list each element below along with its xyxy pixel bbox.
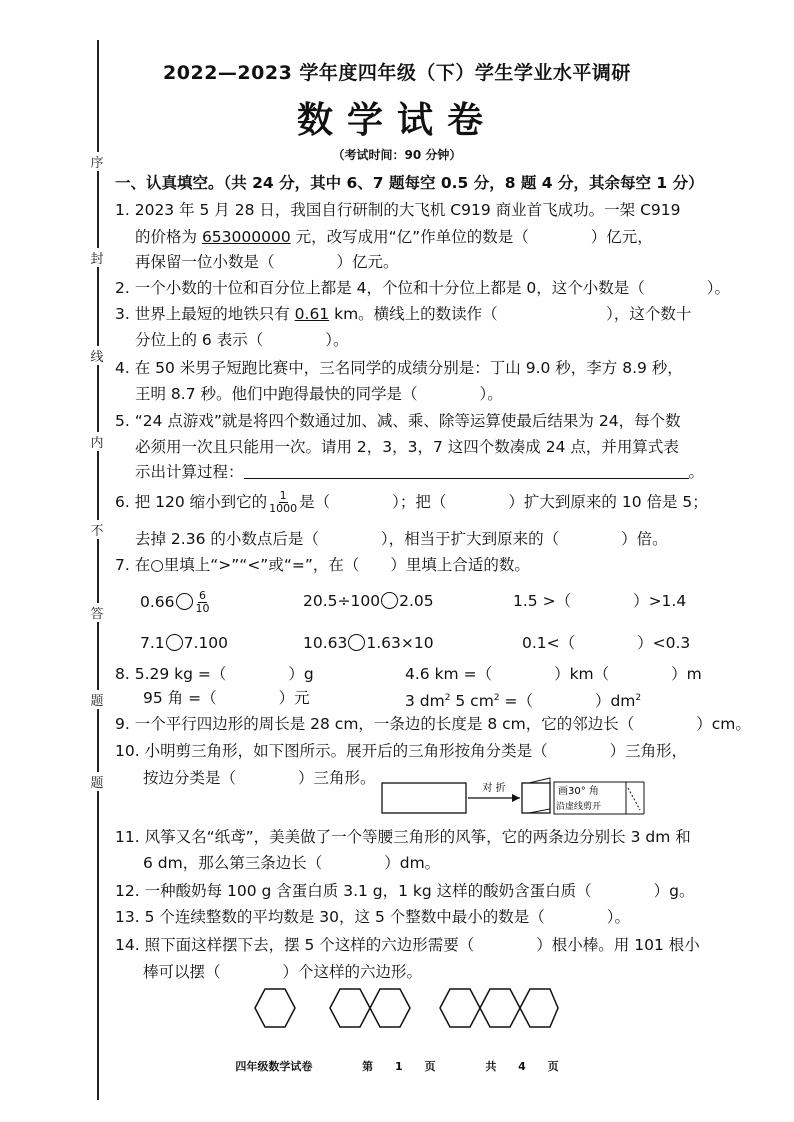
hexagon [330, 989, 370, 1027]
exam-title: 2022—2023 学年度四年级（下）学生学业水平调研 [163, 62, 631, 84]
answer-line[interactable] [244, 462, 689, 479]
binding-char: 封 [86, 248, 108, 267]
question-13: 13. 5 个连续整数的平均数是 30，这 5 个整数中最小的数是（ ）。 [115, 908, 630, 926]
question-2: 2. 一个小数的十位和百分位上都是 4，个位和十分位上都是 0，这个小数是（ ）。 [115, 279, 731, 297]
paper-title: 数学试卷 [296, 99, 497, 141]
page-footer [0, 1058, 794, 1074]
question-1-line-2: 的价格为 653000000 元，改写成用“亿”作单位的数是（ ）亿元， [135, 228, 653, 246]
compare-item: 20.5÷100 2.05 [303, 592, 434, 610]
question-6-line-1: 6. 把 120 缩小到它的 $\frac{1}{1000}$ 是（ ）；把（ ）扩大到原来的 10 倍是 5； [115, 489, 708, 515]
range-item: 1.5 >（ ）>1.4 [513, 592, 687, 610]
hexagon [255, 989, 295, 1027]
footer-page-number: 第 1 页 [362, 1060, 436, 1073]
question-6-line-2: 去掉 2.36 的小数点后是（ ），相当于扩大到原来的（ ）倍。 [135, 530, 668, 548]
compare-item: 10.63 1.63×10 [303, 634, 434, 652]
fold-label: 对 折 [482, 783, 506, 794]
fraction: $\frac{1}{1000}$ [269, 489, 298, 515]
question-4-line-1: 4. 在 50 米男子短跑比赛中，三名同学的成绩分别是：丁山 9.0 秒，李方 8.9 秒， [115, 359, 683, 377]
compare-circle[interactable] [348, 634, 365, 651]
compare-circle[interactable] [381, 592, 398, 609]
hexagon [480, 989, 520, 1027]
binding-char: 不 [86, 520, 108, 539]
question-9: 9. 一个平行四边形的周长是 28 cm，一条边的长度是 8 cm，它的邻边长（ ）cm。 [115, 715, 751, 733]
question-7-heading: 7. 在○里填上“>”“<”或“=”，在（ ）里填上合适的数。 [115, 556, 530, 574]
conversion-item: 4.6 km =（ ）km（ ）m [405, 665, 702, 683]
question-14-line-1: 14. 照下面这样摆下去，摆 5 个这样的六边形需要（ ）根小棒。用 101 根小 [115, 936, 700, 954]
cut-label: 沿虚线剪开 [556, 802, 602, 812]
exam-time: （考试时间：90 分钟） [332, 148, 462, 162]
footer-total-pages: 共 4 页 [485, 1060, 559, 1073]
compare-item: 7.1 7.100 [140, 634, 229, 652]
question-12: 12. 一种酸奶每 100 g 含蛋白质 3.1 g，1 kg 这样的酸奶含蛋白质（ ）g。 [115, 882, 695, 900]
question-5-line-1: 5. “24 点游戏”就是将四个数通过加、减、乘、除等运算使最后结果为 24，每个数 [115, 412, 681, 430]
compare-circle[interactable] [166, 634, 183, 651]
price-number: 653000000 [201, 228, 291, 246]
question-14-line-2: 棒可以摆（ ）个这样的六边形。 [143, 963, 423, 981]
folding-diagram [378, 776, 648, 818]
compare-item: 0.66 $\frac{6}{10}$ [140, 589, 210, 615]
binding-char: 线 [86, 346, 108, 365]
conversion-item: 8. 5.29 kg =（ ）g [115, 665, 314, 683]
range-item: 0.1<（ ）<0.3 [522, 634, 691, 652]
hexagon [520, 989, 558, 1027]
question-3-line-2: 分位上的 6 表示（ ）。 [135, 331, 349, 349]
question-5-line-3: 示出计算过程： 。 [135, 463, 705, 481]
binding-char: 答 [86, 603, 108, 622]
question-5-line-2: 必须用一次且只能用一次。请用 2，3，3，7 这四个数凑成 24 点，并用算式表 [135, 438, 679, 456]
compare-circle[interactable] [176, 593, 193, 610]
angle-label: 画30° 角 [558, 786, 599, 797]
footer-paper-name: 四年级数学试卷 [235, 1060, 313, 1073]
question-1-line-3: 再保留一位小数是（ ）亿元。 [135, 253, 399, 271]
hexagon [440, 989, 480, 1027]
binding-char: 序 [86, 152, 108, 171]
subway-length: 0.61 [294, 305, 330, 323]
question-11-line-2: 6 dm，那么第三条边长（ ）dm。 [143, 854, 441, 872]
conversion-item: 95 角 =（ ）元 [143, 689, 310, 707]
section-heading: 一、认真填空。（共 24 分，其中 6、7 题每空 0.5 分，8 题 4 分，其余每空 1 分） [115, 174, 704, 192]
hexagon [370, 989, 410, 1027]
question-4-line-2: 王明 8.7 秒。他们中跑得最快的同学是（ ）。 [135, 385, 503, 403]
hexagon-pattern [250, 985, 560, 1033]
fraction: $\frac{6}{10}$ [195, 589, 210, 615]
question-3-line-1: 3. 世界上最短的地铁只有 0.61 km。横线上的数读作（ ），这个数十 [115, 305, 692, 323]
question-10-line-2: 按边分类是（ ）三角形。 [143, 769, 376, 787]
question-1-line-1: 1. 2023 年 5 月 28 日，我国自行研制的大飞机 C919 商业首飞成功。一架 C919 [115, 201, 681, 219]
question-10-line-1: 10. 小明剪三角形，如下图所示。展开后的三角形按角分类是（ ）三角形， [115, 742, 688, 760]
binding-char: 内 [86, 432, 108, 451]
binding-line [97, 40, 99, 1100]
binding-char: 题 [86, 690, 108, 709]
binding-char: 题 [86, 772, 108, 791]
conversion-item: 3 $dm^2$ 5 $cm^2$ =（ ）$dm^2$ [405, 692, 642, 711]
question-11-line-1: 11. 风筝又名“纸鸢”，美美做了一个等腰三角形的风筝，它的两条边分别长 3 dm 和 [115, 828, 691, 846]
